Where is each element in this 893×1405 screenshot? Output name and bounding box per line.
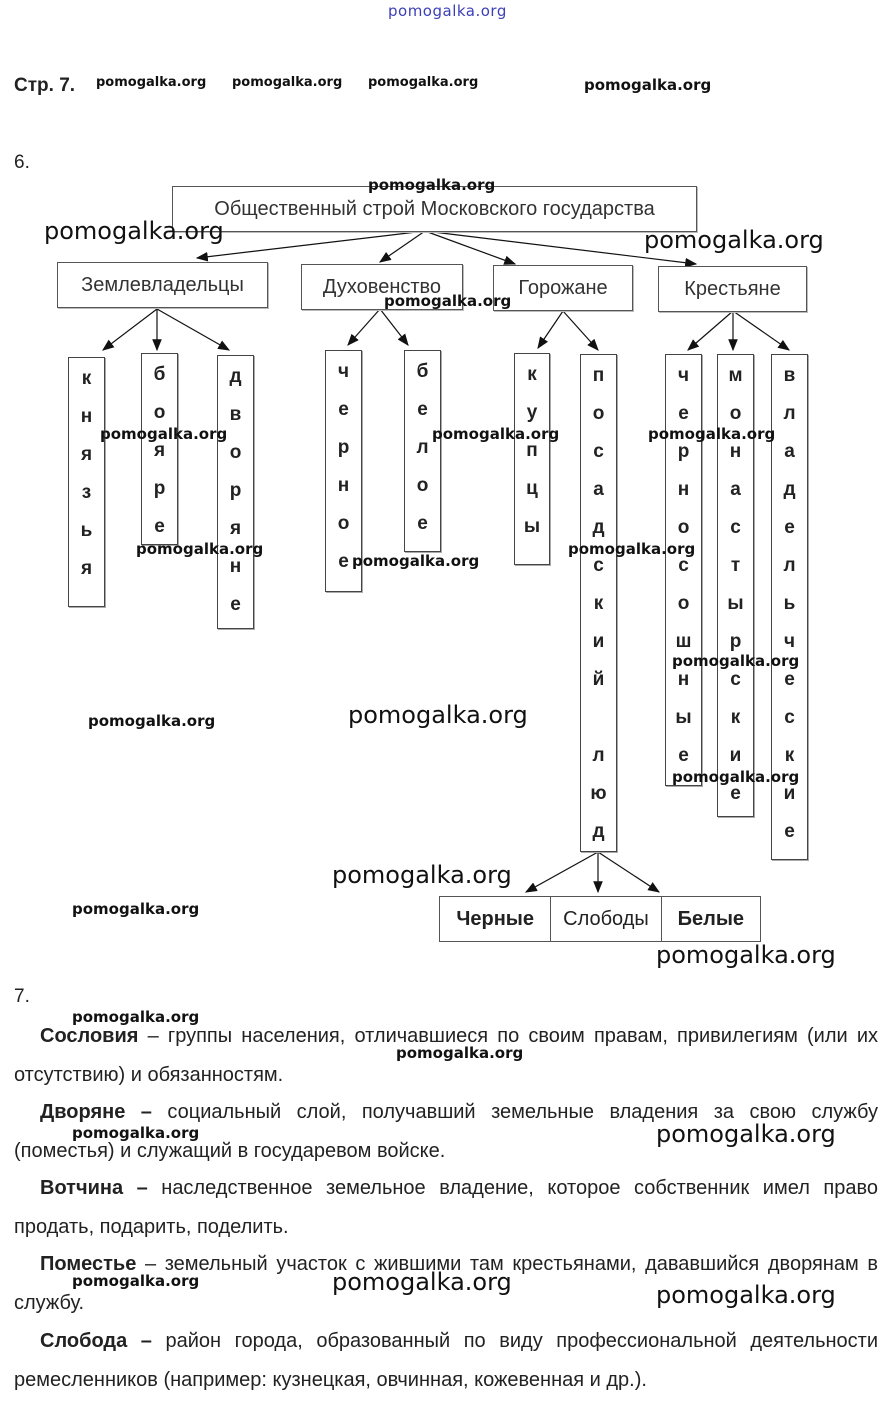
watermark: pomogalka.org (348, 701, 528, 729)
term-dvoryane: Дворяне – (40, 1101, 152, 1123)
leaf-nobles (217, 355, 254, 629)
watermark: pomogalka.org (432, 425, 560, 443)
watermark: pomogalka.org (584, 76, 712, 94)
leaf-princes-text: к н я з ь я (80, 368, 93, 579)
leaf-monastic-peasants-text: м о н а с т ы р с к и е (727, 365, 744, 804)
definition-votchina (14, 1169, 878, 1247)
definition-sloboda-text: район города, образованный по виду профессиональной деятельности ремесленников (например: кузнецкая, овчинная, кожевенная и др.). (14, 1330, 878, 1391)
watermark: pomogalka.org (72, 1124, 200, 1142)
watermark: pomogalka.org (136, 540, 264, 558)
page-label: Стр. 7. (14, 75, 76, 96)
watermark: pomogalka.org (72, 1008, 200, 1026)
question-7-number: 7. (14, 986, 30, 1007)
leaf-white-clergy-text: б е л о е (416, 361, 429, 534)
group-townspeople-label: Горожане (518, 276, 608, 299)
watermark: pomogalka.org (672, 652, 800, 670)
group-landowners (57, 262, 268, 308)
watermark: pomogalka.org (656, 941, 836, 969)
watermark: pomogalka.org (72, 900, 200, 918)
posad-type-white: Белые (677, 907, 745, 930)
watermark: pomogalka.org (44, 217, 224, 245)
watermark: pomogalka.org (368, 176, 496, 194)
root-label: Общественный строй Московского государства (214, 197, 655, 220)
definition-votchina-text: наследственное земельное владение, которое собственник имел право продать, подарить, поделить. (14, 1177, 878, 1238)
question-6-number: 6. (14, 152, 30, 173)
posad-types-table (439, 896, 761, 942)
leaf-white-clergy (404, 350, 441, 552)
leaf-boyars-text: б о я р е (153, 364, 166, 537)
site-link[interactable]: pomogalka.org (388, 2, 507, 20)
leaf-nobles-text: д в о р я н е (229, 366, 242, 615)
leaf-merchants-text: к у п ц ы (523, 364, 541, 537)
watermark: pomogalka.org (656, 1120, 836, 1148)
leaf-posad-people-text: п о с а д с к и й л ю д (590, 365, 607, 842)
watermark: pomogalka.org (100, 425, 228, 443)
watermark: pomogalka.org (568, 540, 696, 558)
term-votchina: Вотчина – (40, 1177, 148, 1199)
watermark: pomogalka.org (396, 1044, 524, 1062)
watermark: pomogalka.org (384, 292, 512, 310)
group-peasants-label: Крестьяне (684, 277, 781, 300)
posad-type-sloboda: Слободы (551, 897, 661, 941)
group-landowners-label: Землевладельцы (81, 273, 244, 296)
group-clergy-label: Духовенство (322, 275, 442, 298)
watermark: pomogalka.org (352, 552, 480, 570)
term-soslovia: Сословия (40, 1025, 139, 1047)
leaf-black-peasants-text: ч е р н о с о ш н ы е (675, 365, 692, 766)
watermark: pomogalka.org (672, 768, 800, 786)
leaf-owned-peasants-text: в л а д е л ь ч е с к и е (783, 365, 796, 842)
definition-dvoryane-text: социальный слой, получавший земельные владения за свою службу (поместья) и служащий в государевом войске. (14, 1101, 878, 1162)
term-sloboda: Слобода – (40, 1330, 152, 1352)
posad-type-black: Черные (440, 897, 551, 941)
watermark: pomogalka.org (332, 861, 512, 889)
watermark: pomogalka.org (72, 1272, 200, 1290)
leaf-merchants (514, 353, 550, 565)
definition-soslovia-text: – группы населения, отличавшиеся по своим правам, привилегиям (или их отсутствию) и обязанностям. (14, 1025, 878, 1086)
watermark: pomogalka.org (332, 1268, 512, 1296)
group-peasants (658, 266, 807, 312)
term-pomestye: Поместье (40, 1253, 137, 1275)
watermark: pomogalka.org (88, 712, 216, 730)
leaf-princes (68, 357, 105, 607)
leaf-monastic-peasants (717, 354, 754, 817)
watermark: pomogalka.org (232, 75, 343, 90)
leaf-black-clergy-text: ч е р н о е (337, 361, 350, 572)
watermark: pomogalka.org (368, 75, 479, 90)
leaf-posad-people (580, 354, 617, 852)
watermark: pomogalka.org (96, 75, 207, 90)
group-townspeople (493, 265, 633, 311)
watermark: pomogalka.org (656, 1281, 836, 1309)
leaf-black-peasants (665, 354, 702, 786)
watermark: pomogalka.org (644, 226, 824, 254)
definition-pomestye-text: – земельный участок с жившими там крестьянами, дававшийся дворянам в службу. (14, 1253, 878, 1314)
watermark: pomogalka.org (648, 425, 776, 443)
leaf-boyars (141, 353, 178, 545)
definition-sloboda (14, 1322, 878, 1400)
